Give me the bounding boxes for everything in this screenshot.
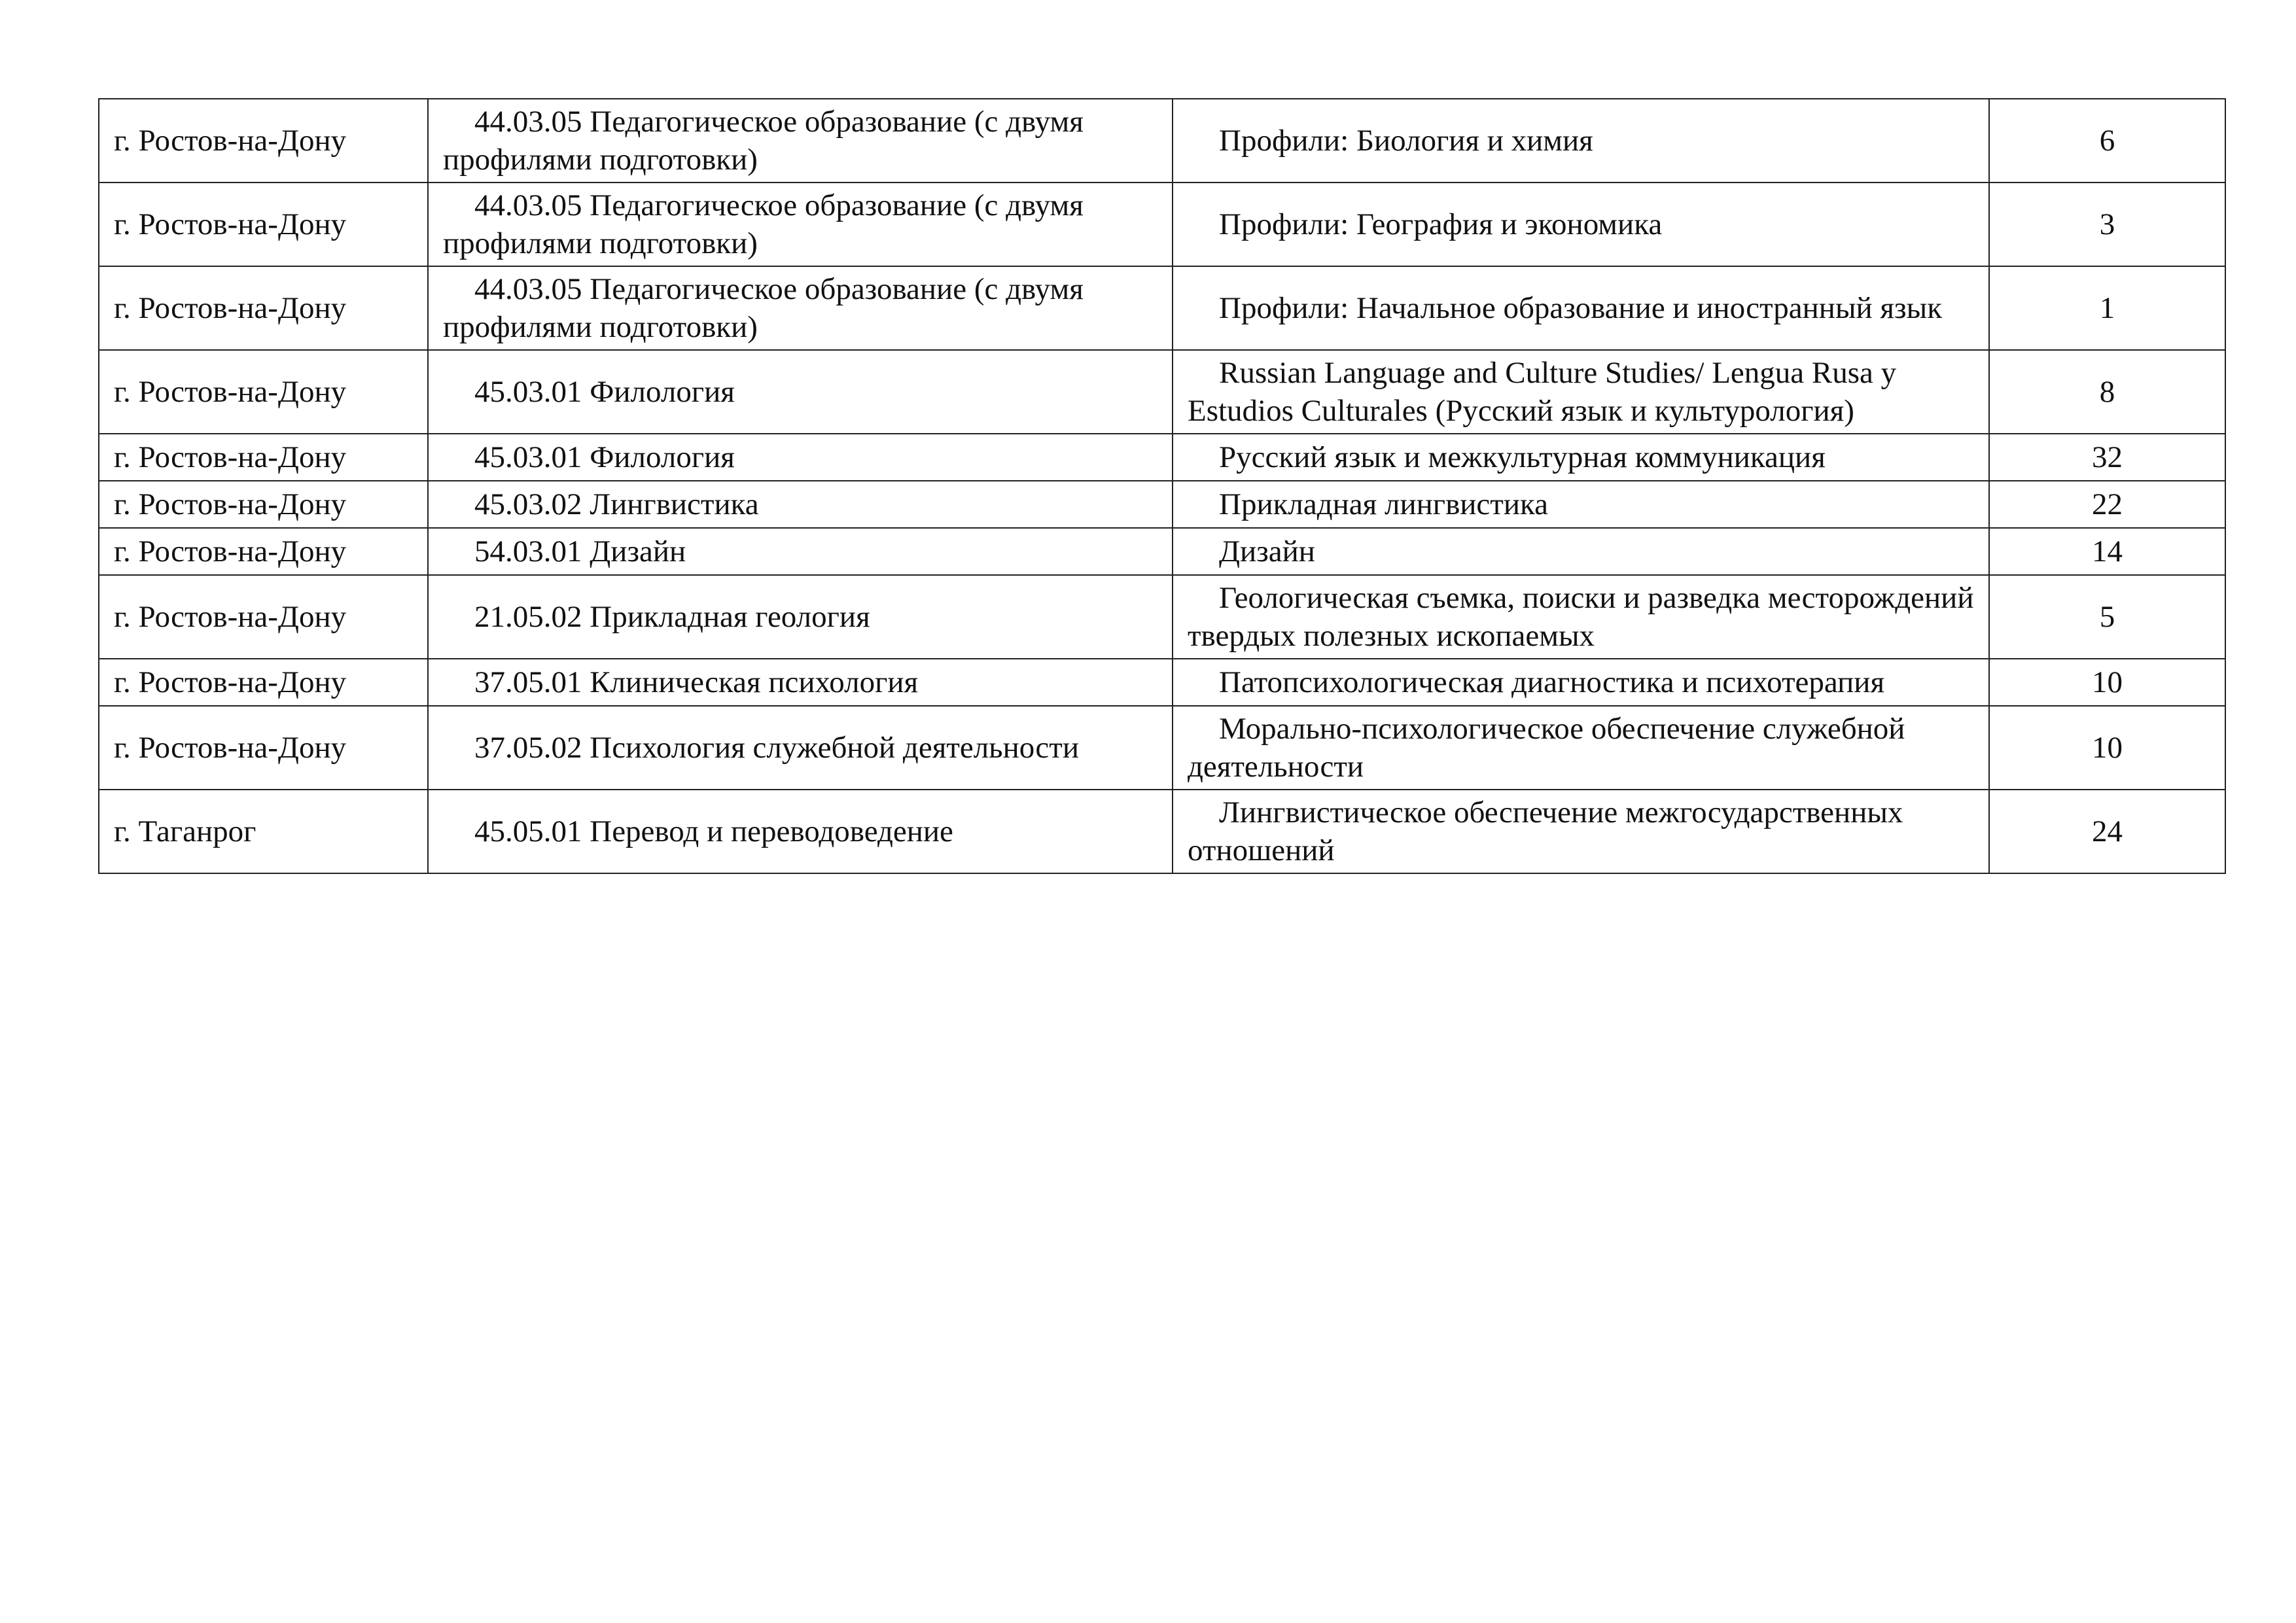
city-cell: г. Ростов-на-Дону [99, 575, 428, 659]
seats-cell: 24 [1989, 790, 2225, 873]
direction-cell: 45.03.01 Филология [428, 434, 1173, 481]
table-row [99, 575, 2225, 659]
profile-cell: Дизайн [1173, 528, 1989, 575]
seats-cell: 14 [1989, 528, 2225, 575]
seats-cell: 22 [1989, 481, 2225, 528]
city-cell: г. Ростов-на-Дону [99, 481, 428, 528]
profile-cell: Профили: Начальное образование и иностранный язык [1173, 266, 1989, 350]
city-cell: г. Ростов-на-Дону [99, 183, 428, 266]
direction-cell: 44.03.05 Педагогическое образование (с двумя профилями подготовки) [428, 183, 1173, 266]
seats-cell: 10 [1989, 659, 2225, 706]
profile-cell: Русский язык и межкультурная коммуникация [1173, 434, 1989, 481]
seats-cell: 5 [1989, 575, 2225, 659]
profile-cell: Лингвистическое обеспечение межгосударственных отношений [1173, 790, 1989, 873]
profile-cell: Патопсихологическая диагностика и психотерапия [1173, 659, 1989, 706]
seats-cell: 8 [1989, 350, 2225, 434]
table-row [99, 481, 2225, 528]
seats-cell: 3 [1989, 183, 2225, 266]
profile-cell: Геологическая съемка, поиски и разведка месторождений твердых полезных ископаемых [1173, 575, 1989, 659]
city-cell: г. Ростов-на-Дону [99, 434, 428, 481]
city-cell: г. Ростов-на-Дону [99, 99, 428, 183]
table-row [99, 659, 2225, 706]
city-cell: г. Ростов-на-Дону [99, 659, 428, 706]
city-cell: г. Ростов-на-Дону [99, 266, 428, 350]
programs-table-body [99, 99, 2225, 873]
direction-cell: 37.05.01 Клиническая психология [428, 659, 1173, 706]
table-row [99, 528, 2225, 575]
direction-cell: 45.03.02 Лингвистика [428, 481, 1173, 528]
seats-cell: 6 [1989, 99, 2225, 183]
table-row [99, 790, 2225, 873]
city-cell: г. Ростов-на-Дону [99, 350, 428, 434]
direction-cell: 37.05.02 Психология служебной деятельности [428, 706, 1173, 790]
profile-cell: Russian Language and Culture Studies/ Lengua Rusa y Estudios Culturales (Русский язык и культурология) [1173, 350, 1989, 434]
direction-cell: 44.03.05 Педагогическое образование (с двумя профилями подготовки) [428, 266, 1173, 350]
city-cell: г. Ростов-на-Дону [99, 706, 428, 790]
table-row [99, 183, 2225, 266]
programs-table [98, 98, 2226, 874]
profile-cell: Прикладная лингвистика [1173, 481, 1989, 528]
city-cell: г. Таганрог [99, 790, 428, 873]
table-row [99, 266, 2225, 350]
table-row [99, 350, 2225, 434]
seats-cell: 32 [1989, 434, 2225, 481]
table-row [99, 706, 2225, 790]
direction-cell: 21.05.02 Прикладная геология [428, 575, 1173, 659]
direction-cell: 45.05.01 Перевод и переводоведение [428, 790, 1173, 873]
table-row [99, 99, 2225, 183]
profile-cell: Профили: География и экономика [1173, 183, 1989, 266]
seats-cell: 1 [1989, 266, 2225, 350]
direction-cell: 44.03.05 Педагогическое образование (с двумя профилями подготовки) [428, 99, 1173, 183]
direction-cell: 54.03.01 Дизайн [428, 528, 1173, 575]
table-row [99, 434, 2225, 481]
direction-cell: 45.03.01 Филология [428, 350, 1173, 434]
seats-cell: 10 [1989, 706, 2225, 790]
profile-cell: Профили: Биология и химия [1173, 99, 1989, 183]
city-cell: г. Ростов-на-Дону [99, 528, 428, 575]
profile-cell: Морально-психологическое обеспечение служебной деятельности [1173, 706, 1989, 790]
